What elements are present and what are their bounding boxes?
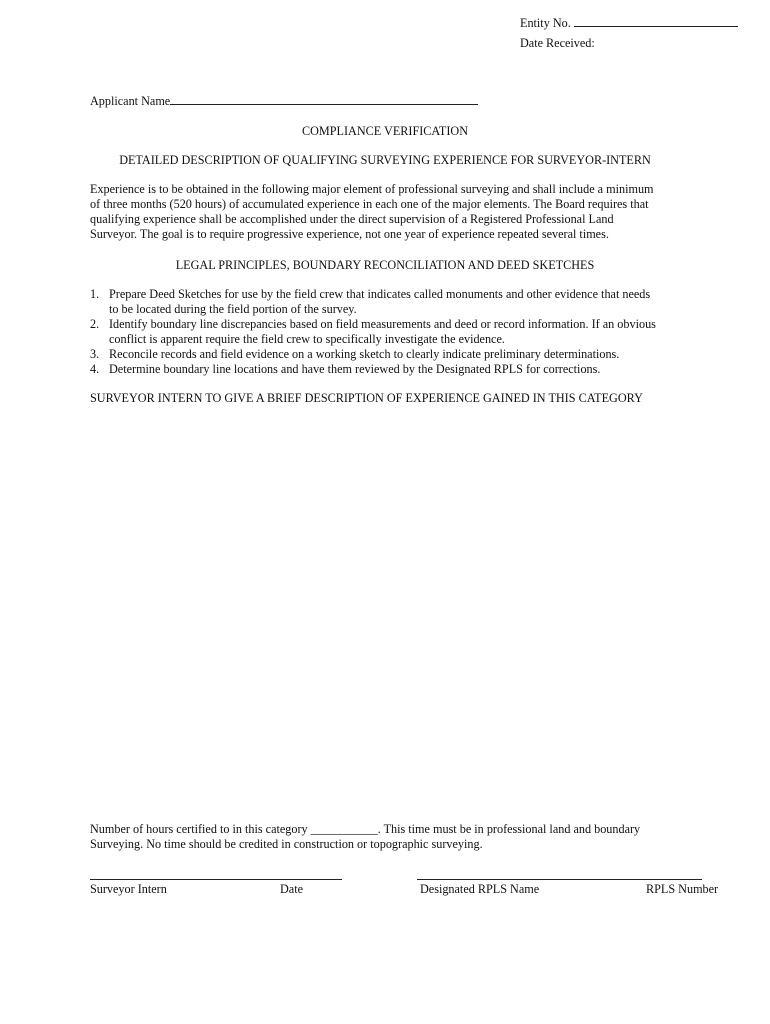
list-item-text: to be located during the field portion of the survey. bbox=[109, 302, 357, 316]
requirements-list bbox=[90, 287, 656, 377]
surveyor-intern-label: Surveyor Intern bbox=[90, 882, 167, 896]
date-label: Date bbox=[280, 882, 304, 896]
applicant-name-label: Applicant Name bbox=[90, 94, 171, 108]
list-item-number: 4. bbox=[90, 362, 100, 376]
list-item-number: 2. bbox=[90, 317, 100, 331]
list-item-text: Determine boundary line locations and have them reviewed by the Designated RPLS for corrections. bbox=[109, 362, 601, 376]
list-item-number: 1. bbox=[90, 287, 100, 301]
list-item bbox=[90, 362, 656, 377]
list-item bbox=[90, 347, 656, 362]
applicant-name-blank[interactable] bbox=[170, 93, 478, 105]
intro-line: qualifying experience shall be accomplished under the direct supervision of a Registered Professional Land bbox=[90, 212, 614, 226]
list-item bbox=[90, 317, 656, 347]
hours-line: Number of hours certified to in this category ___________. This time must be in professional land and boundary bbox=[90, 822, 641, 836]
list-item-text: Identify boundary line discrepancies based on field measurements and deed or record information. If an obvious bbox=[109, 317, 656, 331]
list-item-text: Prepare Deed Sketches for use by the field crew that indicates called monuments and other evidence that needs bbox=[109, 287, 651, 301]
entity-number-field[interactable] bbox=[520, 15, 738, 31]
rpls-signature-line[interactable] bbox=[417, 879, 702, 880]
date-received-field bbox=[520, 36, 595, 51]
list-item-number: 3. bbox=[90, 347, 100, 361]
detailed-title: DETAILED DESCRIPTION OF QUALIFYING SURVEYING EXPERIENCE FOR SURVEYOR-INTERN bbox=[119, 153, 651, 167]
description-instruction: SURVEYOR INTERN TO GIVE A BRIEF DESCRIPTION OF EXPERIENCE GAINED IN THIS CATEGORY bbox=[90, 391, 643, 405]
intro-paragraph bbox=[90, 182, 690, 242]
intro-line: Surveyor. The goal is to require progressive experience, not one year of experience repeated several times. bbox=[90, 227, 609, 241]
rpls-name-label: Designated RPLS Name bbox=[420, 882, 540, 896]
hours-certification bbox=[90, 822, 640, 852]
rpls-number-label: RPLS Number bbox=[646, 882, 719, 896]
section-title: LEGAL PRINCIPLES, BOUNDARY RECONCILIATION AND DEED SKETCHES bbox=[175, 258, 595, 272]
intern-signature-line[interactable] bbox=[90, 879, 342, 880]
hours-line: Surveying. No time should be credited in construction or topographic surveying. bbox=[90, 837, 483, 851]
list-item-text: conflict is apparent require the field crew to specifically investigate the evidence. bbox=[109, 332, 505, 346]
entity-number-label: Entity No. bbox=[520, 16, 571, 30]
date-received-label: Date Received: bbox=[520, 36, 595, 50]
intro-line: Experience is to be obtained in the following major element of professional surveying and shall include a minimum bbox=[90, 182, 654, 196]
applicant-name-field[interactable] bbox=[90, 93, 478, 109]
entity-number-blank[interactable] bbox=[574, 15, 738, 27]
compliance-title: COMPLIANCE VERIFICATION bbox=[301, 124, 468, 138]
list-item bbox=[90, 287, 656, 317]
intro-line: of three months (520 hours) of accumulated experience in each one of the major elements. The Board requires that bbox=[90, 197, 649, 211]
list-item-text: Reconcile records and field evidence on a working sketch to clearly indicate preliminary determinations. bbox=[109, 347, 620, 361]
